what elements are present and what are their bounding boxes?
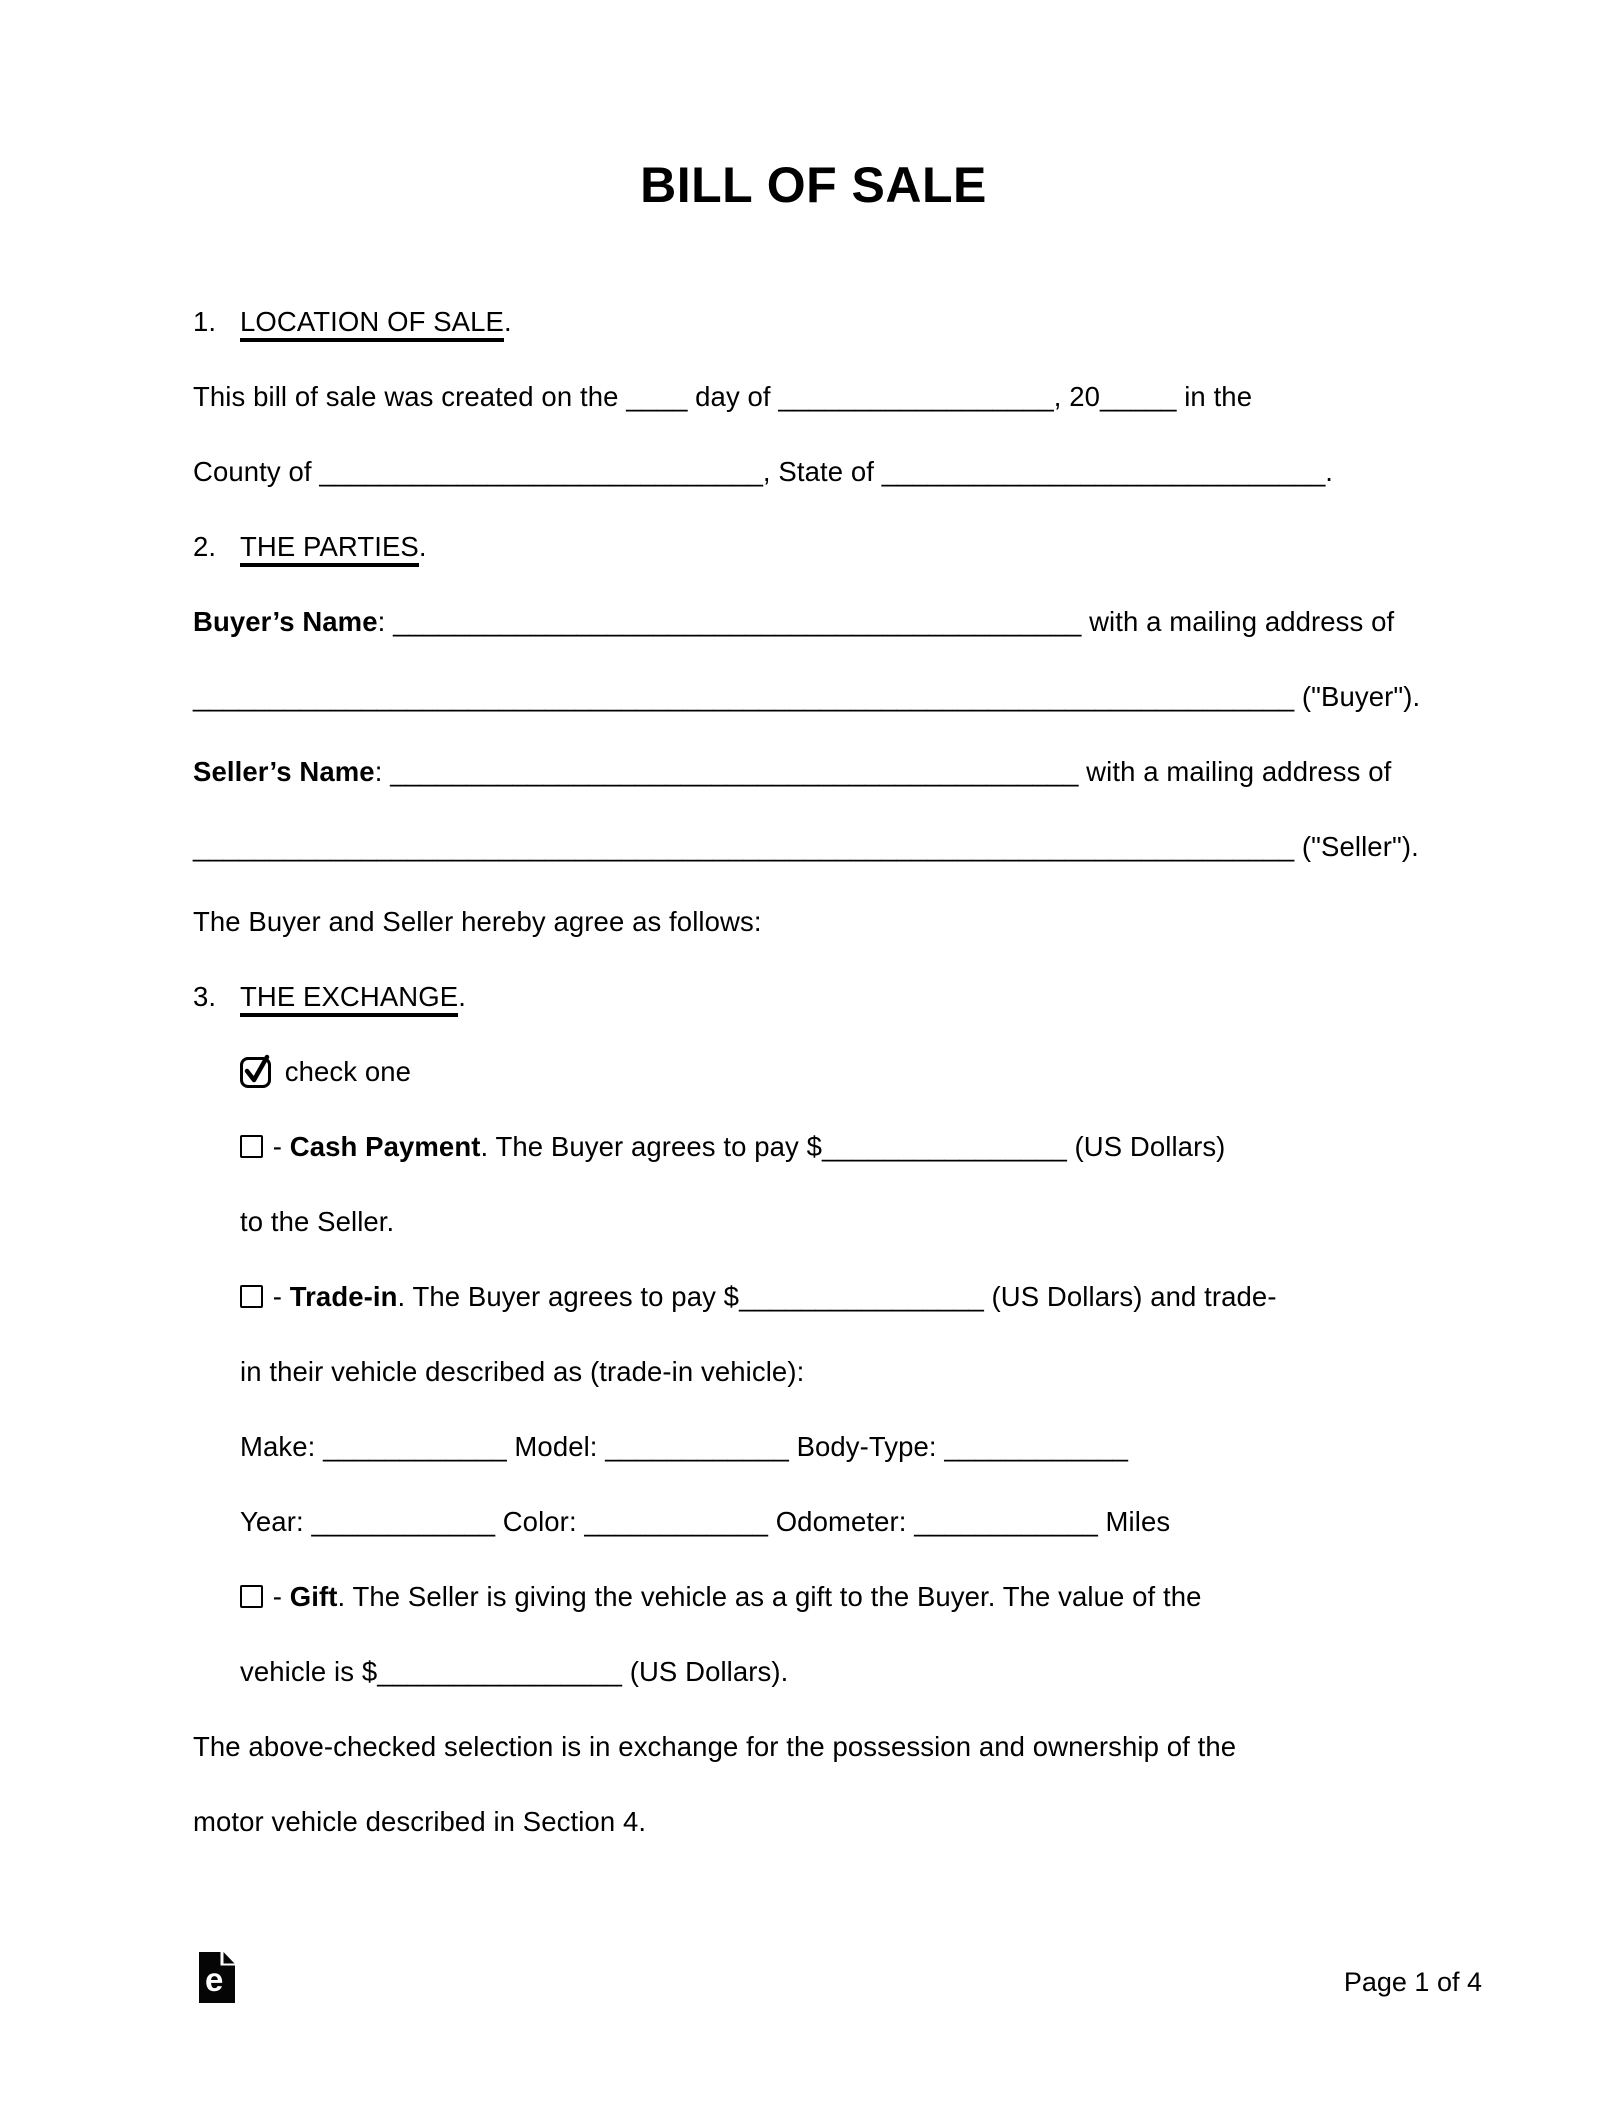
doc-line <box>193 1503 1434 1578</box>
field-trade-in-amount[interactable]: ________________ <box>739 1281 984 1312</box>
field-make[interactable]: ____________ <box>323 1431 507 1462</box>
field-buyer-name[interactable]: _____________________________________________ <box>393 606 1082 637</box>
text-segment: ("Buyer"). <box>1294 681 1421 712</box>
doc-line <box>193 603 1434 678</box>
section-heading-suffix: . <box>418 531 427 562</box>
field-vehicle-year[interactable]: ____________ <box>311 1506 495 1537</box>
text-segment: ("Seller"). <box>1294 831 1419 862</box>
unchecked-checkbox-icon-gift[interactable] <box>240 1585 263 1608</box>
field-seller-name[interactable]: _____________________________________________ <box>390 756 1079 787</box>
text-segment: (US Dollars) and trade- <box>983 1281 1277 1312</box>
text-segment: The Buyer and Seller hereby agree as follows: <box>193 906 762 937</box>
unchecked-checkbox-icon-cash-payment[interactable] <box>240 1135 263 1158</box>
text-segment: Miles <box>1097 1506 1171 1537</box>
text-segment: Body-Type: <box>788 1431 945 1462</box>
field-state[interactable]: _____________________________ <box>881 456 1326 487</box>
text-segment: - <box>265 1581 290 1612</box>
doc-line <box>193 1203 1434 1278</box>
line-check-one <box>193 1053 1434 1128</box>
text-segment: Seller’s Name <box>193 756 375 787</box>
doc-line <box>193 1353 1434 1428</box>
eforms-document-logo-icon <box>199 1952 235 2008</box>
text-segment: , 20 <box>1053 381 1100 412</box>
text-segment: Odometer: <box>767 1506 915 1537</box>
text-segment: Cash Payment <box>289 1131 481 1162</box>
text-segment: day of <box>687 381 779 412</box>
doc-line <box>193 678 1434 753</box>
text-segment: : <box>374 756 391 787</box>
section-heading-suffix: . <box>458 981 466 1012</box>
page-indicator: Page 1 of 4 <box>1343 1967 1482 1997</box>
field-color[interactable]: ____________ <box>584 1506 768 1537</box>
section-heading: THE EXCHANGE <box>240 981 458 1017</box>
text-segment: to the Seller. <box>240 1206 395 1237</box>
section-heading-suffix: . <box>503 306 512 337</box>
logo-letter: e <box>205 1961 224 1998</box>
text-segment: with a mailing address of <box>1081 606 1395 637</box>
section-heading: THE PARTIES <box>240 531 419 567</box>
document-body <box>193 303 1434 1878</box>
doc-line <box>193 903 1434 978</box>
section-number: 1. <box>193 306 217 337</box>
line-section-1-location-of-sale <box>193 303 1434 378</box>
section-number: 2. <box>193 531 217 562</box>
text-segment: . The Buyer agrees to pay $ <box>480 1131 823 1162</box>
document-title: BILL OF SALE <box>640 157 987 213</box>
field-odometer[interactable]: ____________ <box>914 1506 1098 1537</box>
doc-line <box>193 753 1434 828</box>
field-seller-address[interactable]: ________________________________________________________________________ <box>193 831 1295 862</box>
section-number: 3. <box>193 981 217 1012</box>
text-segment: vehicle is $ <box>240 1656 378 1687</box>
line-gift <box>193 1578 1434 1653</box>
field-month[interactable]: __________________ <box>778 381 1054 412</box>
line-cash-payment <box>193 1128 1434 1203</box>
text-segment: This bill of sale was created on the <box>193 381 627 412</box>
field-gift-value[interactable]: ________________ <box>377 1656 622 1687</box>
field-cash-amount[interactable]: ________________ <box>822 1131 1067 1162</box>
text-segment: Model: <box>506 1431 606 1462</box>
text-segment: - <box>265 1281 290 1312</box>
section-heading: LOCATION OF SALE <box>240 306 504 342</box>
field-model[interactable]: ____________ <box>605 1431 789 1462</box>
text-segment: (US Dollars). <box>621 1656 789 1687</box>
text-segment: : <box>377 606 394 637</box>
text-segment: (US Dollars) <box>1066 1131 1226 1162</box>
doc-line <box>193 378 1434 453</box>
text-segment: Color: <box>494 1506 585 1537</box>
text-segment: in the <box>1176 381 1253 412</box>
doc-line <box>193 453 1434 528</box>
field-buyer-address[interactable]: ________________________________________________________________________ <box>193 681 1295 712</box>
text-segment: check one <box>277 1056 412 1087</box>
field-day[interactable]: ____ <box>626 381 688 412</box>
text-segment: . <box>1325 456 1334 487</box>
doc-line <box>193 1728 1434 1803</box>
line-section-2-the-parties <box>193 528 1434 603</box>
text-segment: Make: <box>240 1431 324 1462</box>
field-county[interactable]: _____________________________ <box>319 456 763 487</box>
text-segment: motor vehicle described in Section 4. <box>193 1806 647 1837</box>
text-segment: Buyer’s Name <box>193 606 378 637</box>
unchecked-checkbox-icon-trade-in[interactable] <box>240 1285 263 1308</box>
text-segment: . The Buyer agrees to pay $ <box>397 1281 740 1312</box>
doc-line <box>193 828 1434 903</box>
text-segment: Year: <box>240 1506 312 1537</box>
doc-line <box>193 1653 1434 1728</box>
text-segment: , State of <box>762 456 882 487</box>
text-segment: County of <box>193 456 320 487</box>
text-segment: Trade-in <box>289 1281 398 1312</box>
text-segment: . The Seller is giving the vehicle as a gift to the Buyer. The value of the <box>337 1581 1202 1612</box>
text-segment: - <box>265 1131 290 1162</box>
text-segment: The above-checked selection is in exchange for the possession and ownership of the <box>193 1731 1237 1762</box>
text-segment: in their vehicle described as (trade-in vehicle): <box>240 1356 805 1387</box>
line-section-3-the-exchange <box>193 978 1434 1053</box>
doc-line <box>193 1428 1434 1503</box>
text-segment: with a mailing address of <box>1078 756 1392 787</box>
text-segment: Gift <box>289 1581 338 1612</box>
field-year[interactable]: _____ <box>1100 381 1177 412</box>
line-trade-in <box>193 1278 1434 1353</box>
checked-checkbox-icon-check-one[interactable] <box>240 1057 271 1088</box>
field-body-type[interactable]: ____________ <box>944 1431 1128 1462</box>
doc-line <box>193 1803 1434 1878</box>
